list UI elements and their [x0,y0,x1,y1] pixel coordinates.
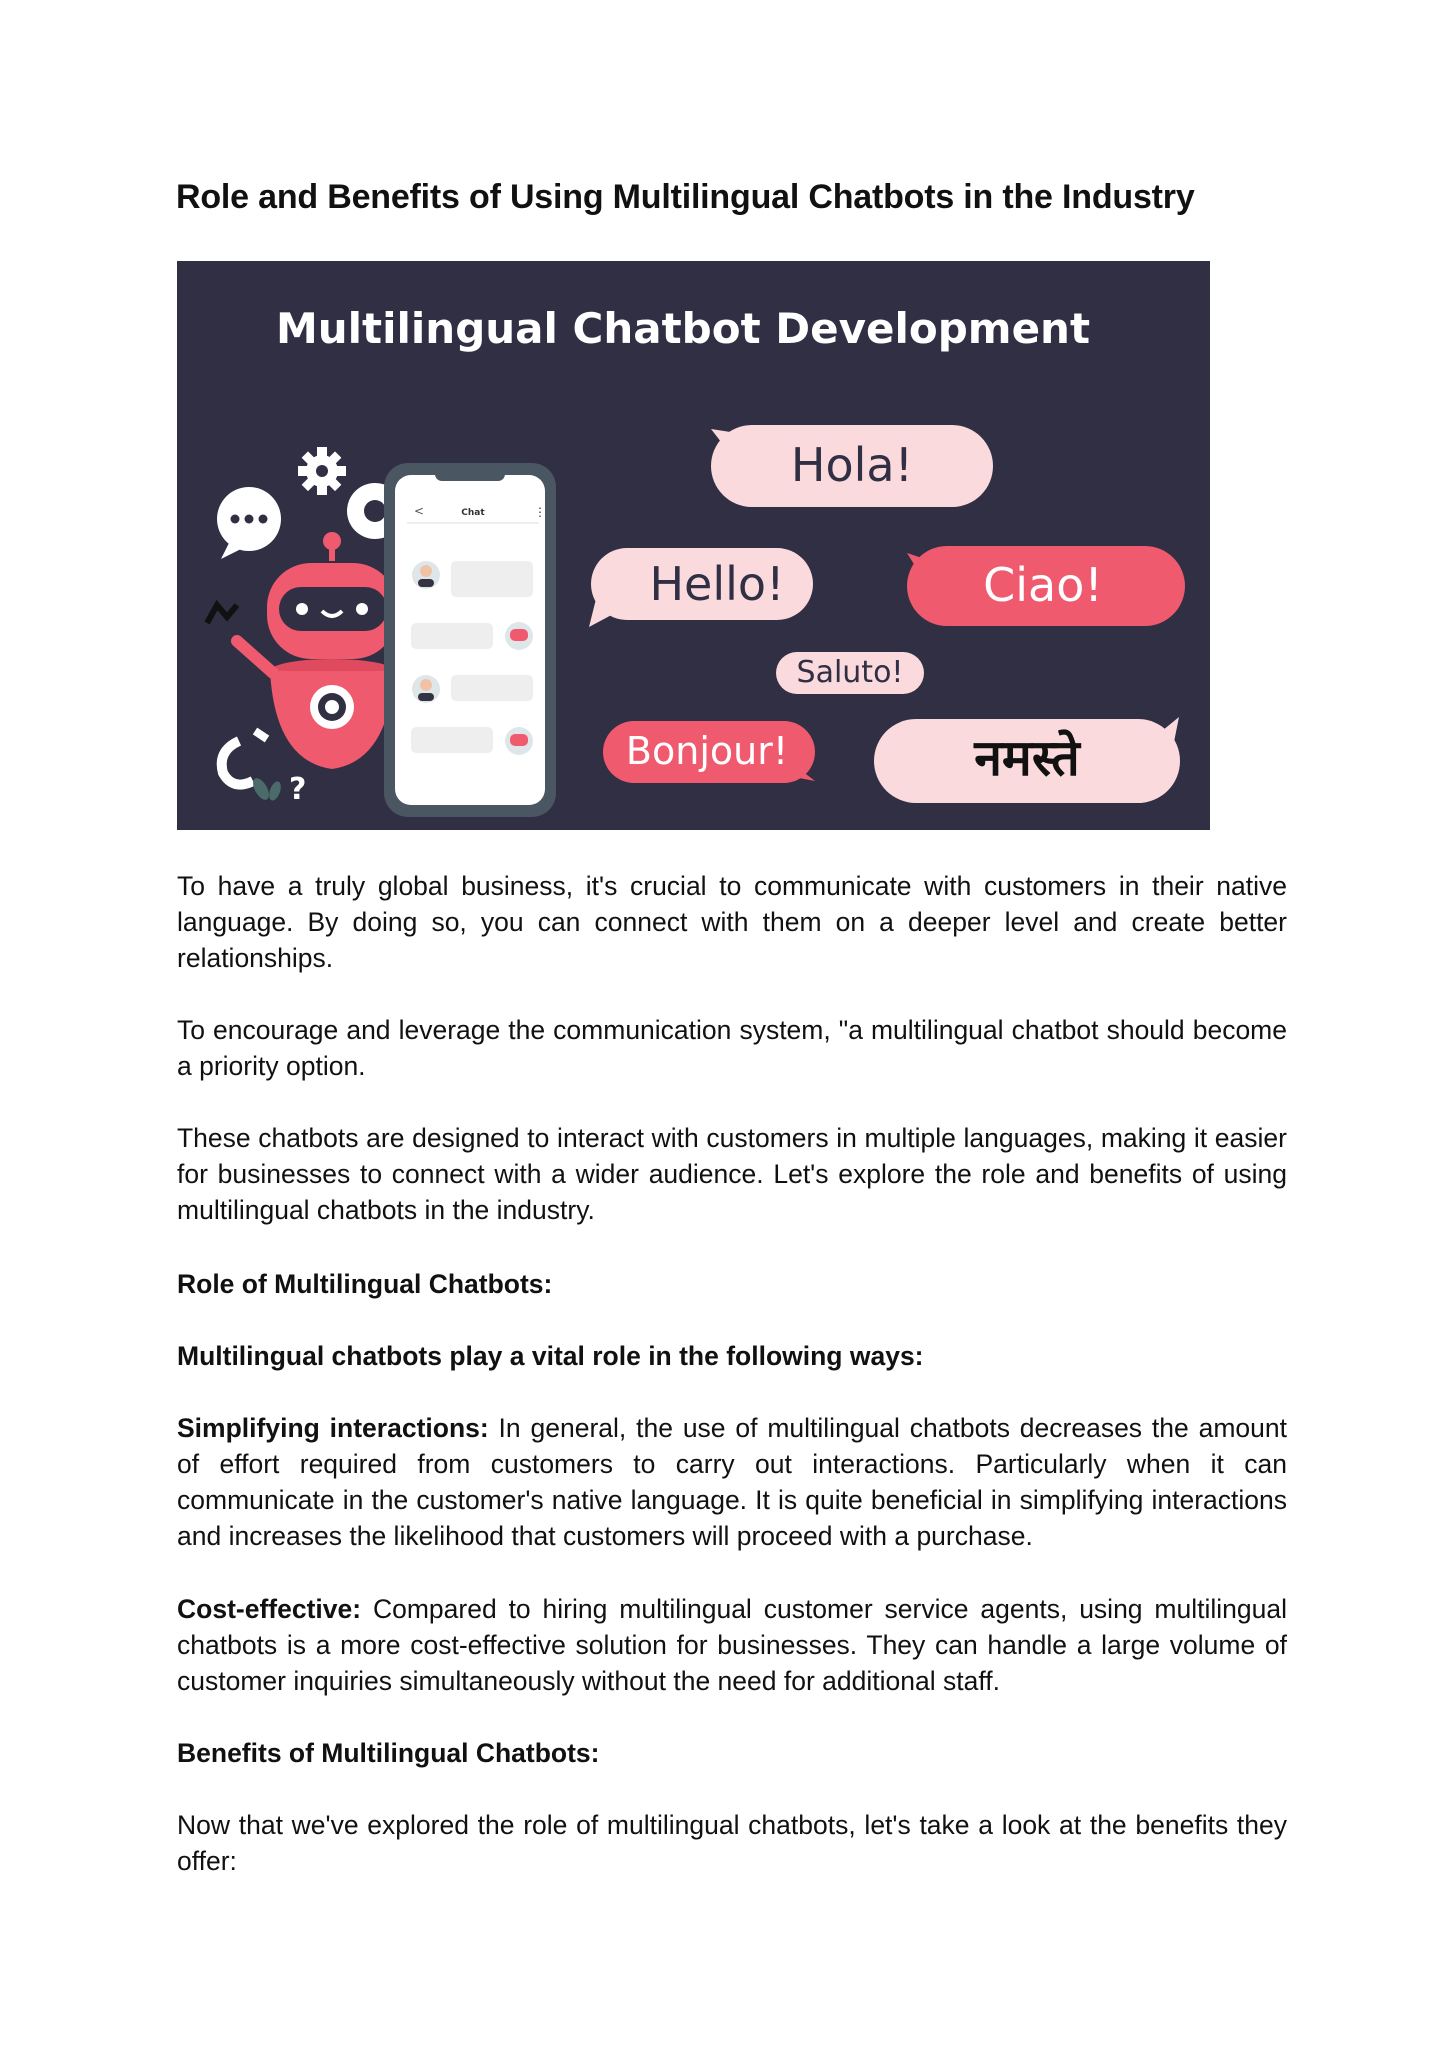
role-heading: Role of Multilingual Chatbots: [177,1269,553,1299]
svg-text:?: ? [289,772,307,807]
svg-text:Ciao!: Ciao! [983,558,1103,612]
priority-paragraph: To encourage and leverage the communication system, "a multilingual chatbot should become a priority option. [177,1015,1287,1081]
cost-text: Compared to hiring multilingual customer service agents, using multilingual chatbots is a more cost-effective solution for businesses. They can handle a large volume of customer inquiries simultaneously without the need for additional staff. [177,1594,1287,1696]
bubble-saluto [776,652,924,694]
chatbots-paragraph: These chatbots are designed to interact with customers in multiple languages, making it easier for businesses to connect with a wider audience. Let's explore the role and benefits of using multilingual chatbots in the industry. [177,1123,1287,1225]
hero-heading: Multilingual Chatbot Development [275,304,1091,353]
intro-paragraph: To have a truly global business, it's crucial to communicate with customers in their native language. By doing so, you can connect with them on a deeper level and create better relationships. [177,871,1287,973]
simplifying-text: In general, the use of multilingual chatbots decreases the amount of effort required from customers to carry out interactions. Particularly when it can communicate in the customer's native language. It is quite beneficial in simplifying interactions and increases the likelihood that customers will proceed with a purchase. [177,1413,1287,1551]
phone-mockup [384,463,556,817]
phone-back-icon: < [414,504,425,518]
cost-paragraph [177,1591,1287,1699]
hero-illustration [177,261,1210,830]
svg-text:नमस्ते: नमस्ते [974,729,1080,787]
svg-text:Bonjour!: Bonjour! [625,729,789,773]
benefits-intro-paragraph: Now that we've explored the role of multilingual chatbots, let's take a look at the benefits they offer: [177,1810,1287,1876]
ways-heading: Multilingual chatbots play a vital role in the following ways: [177,1341,924,1371]
phone-header-label: Chat [461,508,485,518]
simplifying-paragraph [177,1410,1287,1554]
page-title: Role and Benefits of Using Multilingual Chatbots in the Industry [176,178,1195,216]
svg-text:Saluto!: Saluto! [796,655,904,690]
svg-text:Hello!: Hello! [649,557,785,611]
bubble-ciao [907,546,1185,626]
bubble-bonjour [603,721,815,783]
cost-label: Cost-effective: [177,1594,362,1624]
bubble-namaste [874,717,1180,803]
benefits-heading: Benefits of Multilingual Chatbots: [177,1738,600,1768]
svg-text:Hola!: Hola! [790,438,914,492]
phone-menu-icon: ⋮ [534,505,546,519]
bubble-hola [711,425,993,507]
simplifying-label: Simplifying interactions: [177,1413,489,1443]
bubble-hello [589,548,813,627]
